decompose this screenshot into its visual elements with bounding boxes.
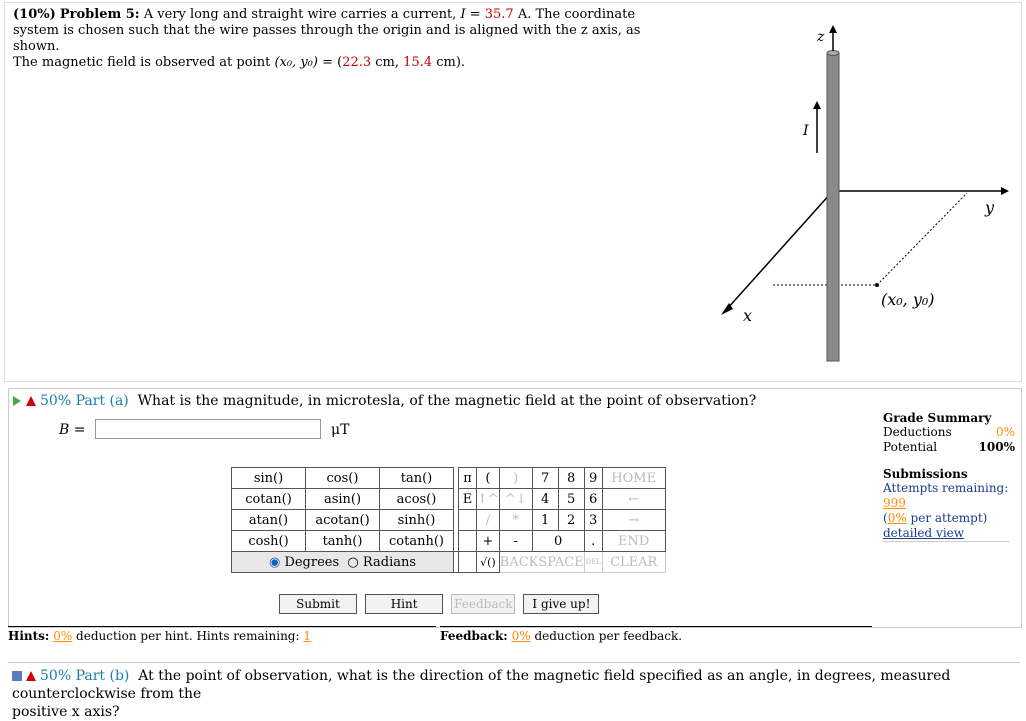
- feedback-text: deduction per feedback.: [530, 629, 683, 643]
- key-pi[interactable]: π: [459, 468, 477, 489]
- attempts-label: Attempts remaining:: [883, 481, 1009, 495]
- key-sin[interactable]: sin(): [232, 468, 306, 489]
- warning-icon: [26, 396, 36, 406]
- keypad-table: [231, 467, 666, 573]
- keypad: [231, 467, 666, 573]
- attempts-value: 999: [883, 496, 906, 510]
- equals-2: = (: [317, 55, 343, 70]
- y0-value: 15.4: [403, 55, 433, 70]
- current-value: 35.7: [484, 7, 514, 22]
- x-label: x: [743, 306, 753, 325]
- key-power-down[interactable]: ^↓: [499, 489, 532, 510]
- grade-summary: Grade Summary Deductions 0% Potential 100% Submissions Attempts remaining: 999 (0% per attempt) detailed view: [883, 411, 1015, 540]
- key-tanh[interactable]: tanh(): [306, 531, 380, 552]
- x0-value: 22.3: [342, 55, 372, 70]
- z-label: z: [817, 29, 825, 45]
- submissions-title: Submissions: [883, 467, 968, 481]
- degrees-label: Degrees: [284, 554, 340, 570]
- cm-unit-1: cm,: [371, 55, 404, 70]
- key-left[interactable]: ←: [602, 489, 665, 510]
- key-5[interactable]: 5: [558, 489, 584, 510]
- problem-title: Problem 5:: [59, 7, 140, 22]
- key-acos[interactable]: acos(): [380, 489, 454, 510]
- wire: [827, 53, 839, 361]
- key-close-paren[interactable]: ): [499, 468, 532, 489]
- part-b-percent: 50%: [40, 668, 72, 684]
- key-acotan[interactable]: acotan(): [306, 510, 380, 531]
- key-6[interactable]: 6: [584, 489, 602, 510]
- hints-bar: [8, 626, 436, 661]
- part-a-question: What is the magnitude, in microtesla, of the magnetic field at the point of observation?: [137, 393, 757, 409]
- key-atan[interactable]: atan(): [232, 510, 306, 531]
- potential-row: [883, 440, 1015, 455]
- part-a-panel: [8, 388, 1022, 628]
- part-a-header: [13, 393, 756, 409]
- deductions-value: 0%: [995, 425, 1015, 439]
- key-cotan[interactable]: cotan(): [232, 489, 306, 510]
- equals: =: [465, 7, 485, 22]
- problem-box: [4, 2, 1022, 382]
- key-0[interactable]: 0: [532, 531, 584, 552]
- key-tan[interactable]: tan(): [380, 468, 454, 489]
- key-power-up[interactable]: ↑^: [477, 489, 500, 510]
- potential-label: Potential: [883, 440, 938, 454]
- part-a-percent: 50%: [40, 393, 72, 409]
- action-buttons: [279, 594, 603, 614]
- z-axis-arrow: [829, 25, 837, 33]
- degrees-radio[interactable]: ◉: [268, 554, 281, 570]
- key-sqrt[interactable]: √(): [477, 552, 500, 573]
- problem-text-1b: . The coordinate: [527, 7, 636, 22]
- key-slash[interactable]: /: [477, 510, 500, 531]
- current-arrow-head: [813, 101, 821, 109]
- hints-remaining: 1: [303, 629, 311, 643]
- hints-label: Hints:: [8, 629, 50, 643]
- angle-mode: [232, 552, 454, 573]
- key-9[interactable]: 9: [584, 468, 602, 489]
- hints-text: deduction per hint. Hints remaining:: [72, 629, 304, 643]
- key-cotanh[interactable]: cotanh(): [380, 531, 454, 552]
- key-3[interactable]: 3: [584, 510, 602, 531]
- key-right[interactable]: →: [602, 510, 665, 531]
- answer-input[interactable]: [95, 419, 321, 439]
- potential-value: 100%: [978, 440, 1015, 454]
- feedback-bar: [440, 626, 872, 661]
- deductions-row: [883, 425, 1015, 440]
- part-a-label: Part (a): [75, 393, 129, 409]
- per-attempt-pct: 0%: [887, 511, 907, 525]
- key-blank-3: [459, 552, 477, 573]
- play-icon[interactable]: [13, 396, 21, 406]
- submit-button[interactable]: Submit: [279, 594, 357, 614]
- coordinate-figure: [705, 3, 1025, 378]
- answer-unit: μT: [331, 422, 350, 438]
- current-label: I: [803, 123, 809, 139]
- key-blank-2: [459, 531, 477, 552]
- wire-top: [827, 51, 839, 56]
- grade-summary-title: Grade Summary: [883, 411, 992, 425]
- point-label: (x₀, y₀): [881, 290, 935, 309]
- problem-weight: (10%): [13, 7, 56, 22]
- problem-text-3: The magnetic field is observed at point: [13, 55, 275, 70]
- key-open-paren[interactable]: (: [477, 468, 500, 489]
- key-del[interactable]: DEL: [584, 552, 602, 573]
- problem-text-1: A very long and straight wire carries a current,: [143, 7, 461, 22]
- key-plus[interactable]: +: [477, 531, 500, 552]
- per-attempt-label: per attempt): [906, 511, 988, 525]
- part-b-question-2: positive x axis?: [12, 704, 120, 720]
- problem-text-2: system is chosen such that the wire passes through the origin and is aligned with the z axis, as shown.: [13, 23, 641, 54]
- part-b-label: Part (b): [75, 668, 130, 684]
- key-4[interactable]: 4: [532, 489, 558, 510]
- radians-label: Radians: [362, 554, 417, 570]
- feedback-button[interactable]: Feedback: [451, 594, 515, 614]
- current-unit: A: [513, 7, 528, 22]
- feedback-label: Feedback:: [440, 629, 508, 643]
- feedback-pct: 0%: [511, 629, 531, 643]
- collapse-icon[interactable]: [12, 671, 22, 681]
- hints-pct: 0%: [53, 629, 73, 643]
- key-8[interactable]: 8: [558, 468, 584, 489]
- key-end[interactable]: END: [602, 531, 665, 552]
- key-home[interactable]: HOME: [602, 468, 665, 489]
- hint-button[interactable]: Hint: [365, 594, 443, 614]
- key-backspace[interactable]: BACKSPACE: [499, 552, 584, 573]
- key-cos[interactable]: cos(): [306, 468, 380, 489]
- key-star[interactable]: *: [499, 510, 532, 531]
- point-vars: (x₀, y₀): [274, 55, 318, 70]
- key-7[interactable]: 7: [532, 468, 558, 489]
- y-label: y: [985, 198, 995, 217]
- key-dot[interactable]: .: [584, 531, 602, 552]
- observation-point: [875, 283, 879, 287]
- deductions-label: Deductions: [883, 425, 952, 439]
- part-b-header: [12, 667, 1012, 721]
- key-minus[interactable]: -: [499, 531, 532, 552]
- radians-radio[interactable]: ○: [347, 554, 359, 570]
- key-e[interactable]: E: [459, 489, 477, 510]
- answer-var-label: B =: [59, 422, 86, 438]
- warning-icon-b: [26, 671, 36, 681]
- problem-statement: [13, 7, 643, 71]
- y-axis-arrow: [1001, 187, 1009, 195]
- current-var: I: [460, 7, 466, 22]
- key-blank-1: [459, 510, 477, 531]
- key-sinh[interactable]: sinh(): [380, 510, 454, 531]
- key-asin[interactable]: asin(): [306, 489, 380, 510]
- detailed-view-link[interactable]: detailed view: [883, 526, 965, 540]
- key-cosh[interactable]: cosh(): [232, 531, 306, 552]
- part-b-question: At the point of observation, what is the direction of the magnetic field specified as an angle, in degrees, measured counterclockwise from the: [12, 668, 951, 702]
- give-up-button[interactable]: I give up!: [523, 594, 599, 614]
- key-2[interactable]: 2: [558, 510, 584, 531]
- key-clear[interactable]: CLEAR: [602, 552, 665, 573]
- key-1[interactable]: 1: [532, 510, 558, 531]
- dotted-y: [877, 193, 967, 285]
- x-axis: [727, 193, 831, 309]
- cm-unit-2: cm).: [432, 55, 466, 70]
- part-b-panel: [8, 662, 1020, 720]
